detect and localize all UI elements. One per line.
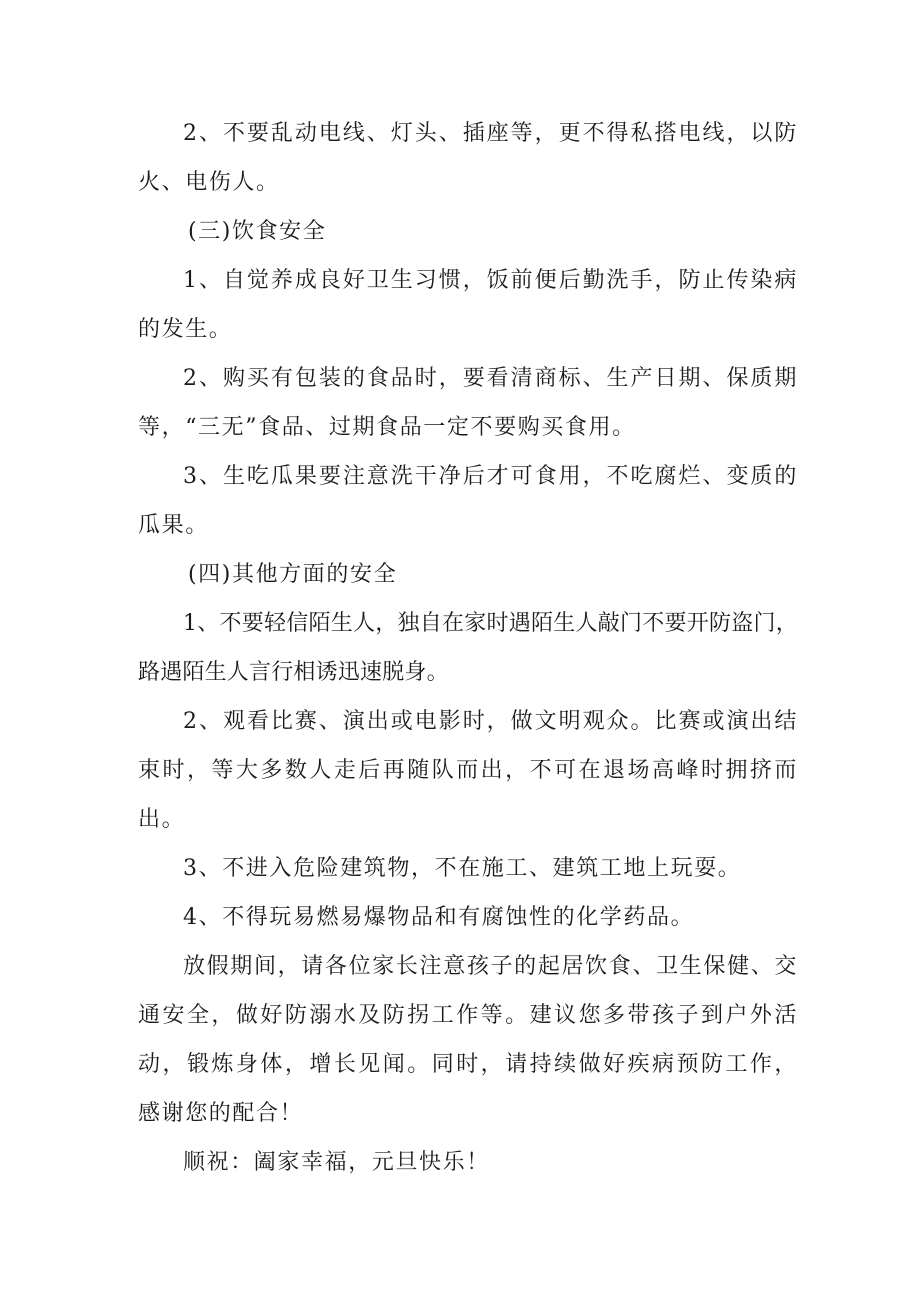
paragraph-dangerous-buildings: 3、不进入危险建筑物，不在施工、建筑工地上玩耍。 <box>183 856 742 881</box>
closing-greeting: 顺祝：阖家幸福，元旦快乐！ <box>183 1150 490 1175</box>
paragraph-hygiene: 1、自觉养成良好卫生习惯，饭前便后勤洗手，防止传染病的发生。 <box>138 268 798 342</box>
section-heading-food-safety: (三)饮食安全 <box>188 219 327 244</box>
paragraph-holiday-notice: 放假期间，请各位家长注意孩子的起居饮食、卫生保健、交通安全，做好防溺水及防拐工作等。建议您多带孩子到户外活动，锻炼身体，增长见闻。同时，请持续做好疾病预防工作，感谢您的配合！ <box>138 954 798 1126</box>
paragraph-flammables: 4、不得玩易燃易爆物品和有腐蚀性的化学药品。 <box>183 905 695 930</box>
paragraph-audience: 2、观看比赛、演出或电影时，做文明观众。比赛或演出结束时，等大多数人走后再随队而出，不可在退场高峰时拥挤而出。 <box>138 709 798 832</box>
paragraph-strangers: 1、不要轻信陌生人，独自在家时遇陌生人敲门不要开防盗门，路遇陌生人言行相诱迅速脱身。 <box>138 611 798 685</box>
paragraph-fruit: 3、生吃瓜果要注意洗干净后才可食用，不吃腐烂、变质的瓜果。 <box>138 464 798 538</box>
paragraph-packaged-food: 2、购买有包装的食品时，要看清商标、生产日期、保质期等，“三无”食品、过期食品一定不要购买食用。 <box>138 366 798 440</box>
section-heading-other-safety: (四)其他方面的安全 <box>188 562 398 587</box>
document-body <box>138 109 798 1187</box>
paragraph-electric-safety: 2、不要乱动电线、灯头、插座等，更不得私搭电线，以防火、电伤人。 <box>138 121 798 195</box>
